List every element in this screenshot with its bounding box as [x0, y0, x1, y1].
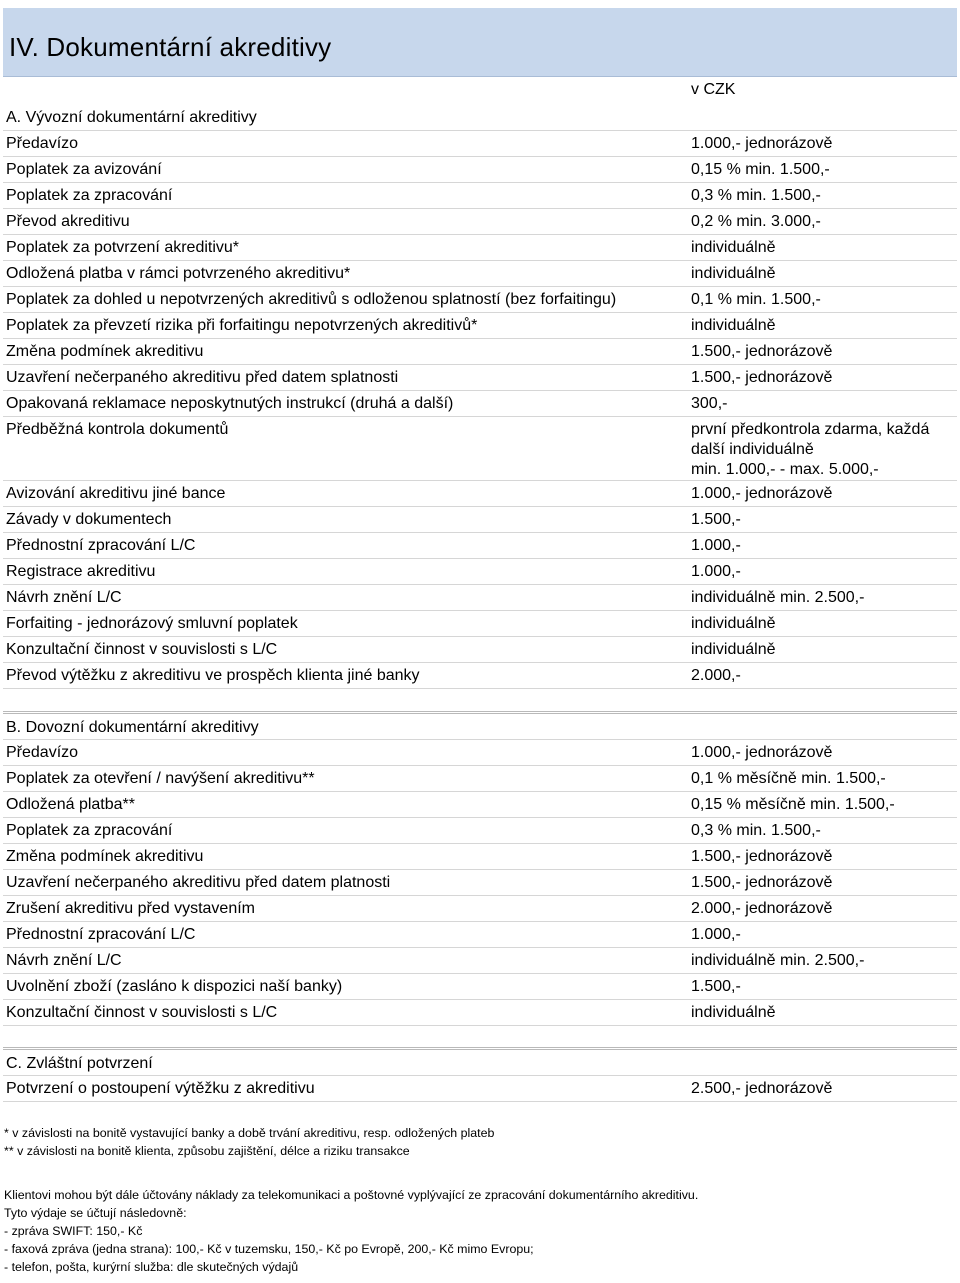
section-heading: A. Vývozní dokumentární akreditivy	[3, 105, 957, 131]
fee-row	[3, 287, 957, 313]
fee-label: Změna podmínek akreditivu	[6, 848, 204, 865]
fee-row	[3, 818, 957, 844]
fee-value: 0,15 % měsíčně min. 1.500,-	[691, 796, 895, 813]
fee-label: Převod akreditivu	[6, 213, 130, 230]
section-heading: B. Dovozní dokumentární akreditivy	[3, 711, 957, 740]
fee-row	[3, 844, 957, 870]
fee-value: 1.500,- jednorázově	[691, 369, 833, 386]
fee-label: Přednostní zpracování L/C	[6, 926, 196, 943]
fee-value: individuálně min. 2.500,-	[691, 952, 865, 969]
fee-value: 2.000,-	[691, 667, 741, 684]
fee-value: 300,-	[691, 395, 728, 412]
fee-value: 1.000,- jednorázově	[691, 135, 833, 152]
page-title-bar	[3, 8, 957, 77]
fee-label: Uvolnění zboží (zasláno k dispozici naší banky)	[6, 978, 343, 995]
fee-value: 1.500,- jednorázově	[691, 874, 833, 891]
fee-row	[3, 131, 957, 157]
extra-costs-item: - telefon, pošta, kurýrní služba: dle skutečných výdajů	[4, 1260, 299, 1274]
fee-value-line: první předkontrola zdarma, každá	[691, 421, 930, 438]
section-special-confirmation	[3, 1047, 957, 1102]
section-import-letters-of-credit	[3, 711, 957, 1026]
fee-value: 0,1 % min. 1.500,-	[691, 291, 821, 308]
fee-label: Uzavření nečerpaného akreditivu před datem platnosti	[6, 874, 391, 891]
fee-row	[3, 611, 957, 637]
fee-label: Opakovaná reklamace neposkytnutých instrukcí (druhá a další)	[6, 395, 454, 412]
footnote: * v závislosti na bonitě vystavující banky a době trvání akreditivu, resp. odložených plateb	[4, 1126, 495, 1140]
page-title: IV. Dokumentární akreditivy	[9, 32, 332, 62]
fee-row	[3, 391, 957, 417]
fee-row	[3, 209, 957, 235]
fee-row	[3, 559, 957, 585]
fee-value: individuálně	[691, 1004, 776, 1021]
footnotes	[4, 1124, 494, 1160]
fee-label: Odložená platba**	[6, 796, 135, 813]
fee-label: Předběžná kontrola dokumentů	[6, 421, 229, 438]
fee-label: Návrh znění L/C	[6, 952, 122, 969]
fee-value	[691, 420, 953, 480]
fee-value: 1.500,- jednorázově	[691, 343, 833, 360]
fee-row	[3, 313, 957, 339]
fee-row	[3, 974, 957, 1000]
fee-row	[3, 740, 957, 766]
fee-value: 1.000,- jednorázově	[691, 485, 833, 502]
fee-value: 1.000,- jednorázově	[691, 744, 833, 761]
fee-value: 0,1 % měsíčně min. 1.500,-	[691, 770, 886, 787]
fee-row	[3, 481, 957, 507]
fee-label: Avizování akreditivu jiné bance	[6, 485, 226, 502]
footnote: ** v závislosti na bonitě klienta, způsobu zajištění, délce a riziku transakce	[4, 1144, 410, 1158]
fee-label: Konzultační činnost v souvislosti s L/C	[6, 1004, 278, 1021]
fee-value: 1.500,-	[691, 978, 741, 995]
fee-row	[3, 948, 957, 974]
fee-value: 1.500,-	[691, 511, 741, 528]
extra-costs-item: - zpráva SWIFT: 150,- Kč	[4, 1224, 143, 1238]
fee-row	[3, 637, 957, 663]
fee-label: Poplatek za zpracování	[6, 822, 173, 839]
fee-row	[3, 183, 957, 209]
fee-label: Poplatek za převzetí rizika při forfaitingu nepotvrzených akreditivů*	[6, 317, 478, 334]
fee-row	[3, 339, 957, 365]
fee-row	[3, 896, 957, 922]
fee-value: 0,2 % min. 3.000,-	[691, 213, 821, 230]
fee-value: 2.500,- jednorázově	[691, 1080, 833, 1097]
fee-value: individuálně min. 2.500,-	[691, 589, 865, 606]
fee-label: Uzavření nečerpaného akreditivu před datem splatnosti	[6, 369, 399, 386]
fee-row	[3, 870, 957, 896]
fee-label: Předavízo	[6, 744, 79, 761]
extra-costs-note	[4, 1186, 704, 1276]
fee-value: individuálně	[691, 641, 776, 658]
fee-row	[3, 365, 957, 391]
fee-value: 1.500,- jednorázově	[691, 848, 833, 865]
fee-row	[3, 792, 957, 818]
fee-value: individuálně	[691, 317, 776, 334]
fee-label: Poplatek za otevření / navýšení akreditivu**	[6, 770, 315, 787]
fee-label: Návrh znění L/C	[6, 589, 122, 606]
fee-row	[3, 663, 957, 689]
fee-value: 1.000,-	[691, 926, 741, 943]
fee-row	[3, 1000, 957, 1026]
fee-row	[3, 922, 957, 948]
fee-label: Poplatek za avizování	[6, 161, 162, 178]
extra-costs-intro: Klientovi mohou být dále účtovány náklady za telekomunikaci a poštovné vyplývající ze zpracování dokumentárního akreditivu. Tyto výdaje se účtují následovně:	[4, 1188, 699, 1220]
fee-row	[3, 261, 957, 287]
fee-value: individuálně	[691, 265, 776, 282]
fee-label: Poplatek za potvrzení akreditivu*	[6, 239, 240, 256]
fee-label: Forfaiting - jednorázový smluvní poplatek	[6, 615, 298, 632]
fee-row	[3, 235, 957, 261]
fee-row	[3, 585, 957, 611]
fee-label: Konzultační činnost v souvislosti s L/C	[6, 641, 278, 658]
fee-label: Přednostní zpracování L/C	[6, 537, 196, 554]
extra-costs-item: - faxová zpráva (jedna strana): 100,- Kč v tuzemsku, 150,- Kč po Evropě, 200,- Kč mimo Evropu;	[4, 1242, 534, 1256]
fee-label: Potvrzení o postoupení výtěžku z akreditivu	[6, 1080, 315, 1097]
fee-row	[3, 766, 957, 792]
section-export-letters-of-credit	[3, 105, 957, 689]
fee-row	[3, 1076, 957, 1102]
fee-value: individuálně	[691, 239, 776, 256]
fee-value: 0,3 % min. 1.500,-	[691, 822, 821, 839]
fee-value: 1.000,-	[691, 537, 741, 554]
fee-value: 0,3 % min. 1.500,-	[691, 187, 821, 204]
fee-value: individuálně	[691, 615, 776, 632]
section-heading: C. Zvláštní potvrzení	[3, 1047, 957, 1076]
fee-value-line: min. 1.000,- - max. 5.000,-	[691, 461, 879, 478]
fee-row-pre-check	[3, 417, 957, 481]
fee-label: Poplatek za zpracování	[6, 187, 173, 204]
fee-label: Závady v dokumentech	[6, 511, 172, 528]
fee-value: 1.000,-	[691, 563, 741, 580]
fee-label: Poplatek za dohled u nepotvrzených akreditivů s odloženou splatností (bez forfaitingu)	[6, 291, 617, 308]
fee-label: Změna podmínek akreditivu	[6, 343, 204, 360]
currency-note: v CZK	[691, 81, 736, 98]
fee-label: Registrace akreditivu	[6, 563, 156, 580]
fee-row	[3, 157, 957, 183]
fee-value: 2.000,- jednorázově	[691, 900, 833, 917]
fee-value: 0,15 % min. 1.500,-	[691, 161, 830, 178]
fee-row	[3, 507, 957, 533]
fee-label: Předavízo	[6, 135, 79, 152]
fee-label: Zrušení akreditivu před vystavením	[6, 900, 255, 917]
fee-label: Odložená platba v rámci potvrzeného akreditivu*	[6, 265, 351, 282]
fee-value-line: další individuálně	[691, 441, 814, 458]
fee-label: Převod výtěžku z akreditivu ve prospěch klienta jiné banky	[6, 667, 420, 684]
fee-row	[3, 533, 957, 559]
